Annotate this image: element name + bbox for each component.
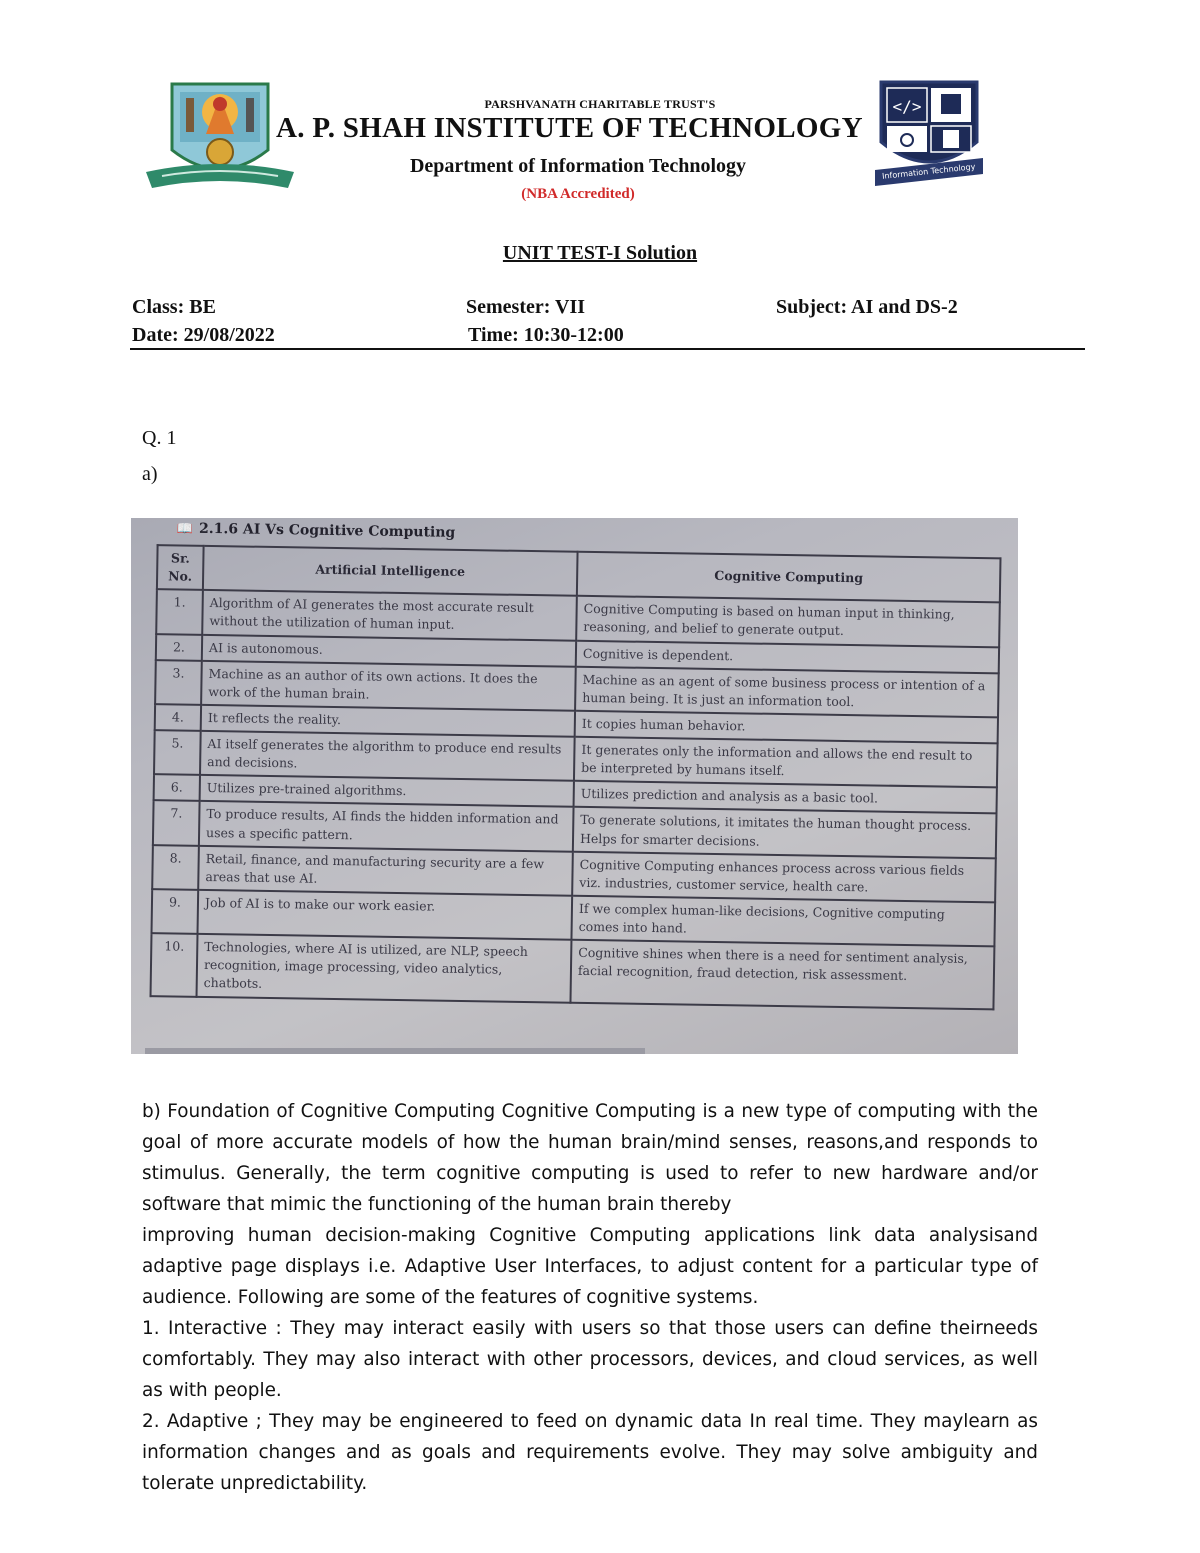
book-icon: 📖 [176,521,194,537]
row-ai: Algorithm of AI generates the most accurate result without the utilization of human input. [202,590,577,640]
it-logo-ribbon-text: Information Technology [881,162,976,181]
answer-body [142,1096,1038,1499]
row-ai: AI itself generates the algorithm to produce end results and decisions. [200,731,575,781]
row-sr: 4. [155,704,201,731]
feature-adaptive: 2. Adaptive ; They may be engineered to feed on dynamic data In real time. They maylearn as information changes and as goals and requirements evolve. They may solve ambiguity and tolerate unpredictability. [142,1411,1038,1494]
document-title: UNIT TEST-I Solution [502,242,698,264]
row-sr: 3. [155,660,202,705]
row-ai: To produce results, AI finds the hidden information and uses a specific pattern. [199,801,574,851]
question-part-a: a) [142,463,158,485]
question-number: Q. 1 [142,427,177,449]
row-sr: 6. [154,774,200,801]
header-artificial-intelligence: Artificial Intelligence [203,546,578,596]
row-ai: Job of AI is to make our work easier. [198,890,573,940]
time-label: Time: 10:30-12:00 [468,324,624,346]
ai-vs-cognitive-table [150,544,1002,1010]
institute-name: A. P. SHAH INSTITUTE OF TECHNOLOGY [276,112,863,144]
row-ai: Technologies, where AI is utilized, are NLP, speech recognition, image processing, video analytics, chatbots. [197,934,572,1002]
institute-emblem-logo [142,76,298,204]
row-ai: Utilizes pre-trained algorithms. [200,775,574,807]
row-cc: Cognitive Computing enhances process across various fields viz. industries, customer service, health care. [572,851,996,902]
header-divider [130,348,1085,350]
row-ai: Machine as an author of its own actions. It does the work of the human brain. [201,661,576,711]
section-title: 2.1.6 AI Vs Cognitive Computing [198,520,456,541]
accreditation-label: (NBA Accredited) [521,186,635,202]
header-cognitive-computing: Cognitive Computing [577,552,1001,603]
subject-label: Subject: AI and DS-2 [776,296,958,318]
class-label: Class: BE [132,296,216,318]
trust-name: PARSHVANATH CHARITABLE TRUST'S [484,97,716,111]
department-name: Department of Information Technology [409,155,747,177]
row-cc: Cognitive Computing is based on human input in thinking, reasoning, and belief to generate output. [576,596,1000,647]
row-ai: Retail, finance, and manufacturing security are a few areas that use AI. [198,845,573,895]
date-label: Date: 29/08/2022 [132,324,275,346]
row-sr: 9. [152,889,199,934]
row-cc: Utilizes prediction and analysis as a basic tool. [574,781,997,814]
comparison-table-photo [131,518,1018,1054]
it-department-logo [873,74,985,198]
row-sr: 7. [153,801,200,846]
feature-interactive: 1. Interactive : They may interact easily with users so that those users can define theirneeds comfortably. They may also interact with other processors, devices, and cloud services, as well as with people. [142,1318,1038,1401]
row-cc: Machine as an agent of some business process or intention of a human being. It is just an information tool. [575,666,999,717]
row-cc: To generate solutions, it imitates the human thought process. Helps for smarter decisions. [573,807,997,858]
row-cc: Cognitive shines when there is a need for sentiment analysis, facial recognition, fraud detection, risk assessment. [570,940,994,1009]
paragraph-decision-making: improving human decision-making Cognitive Computing applications link data analysisand adaptive page displays i.e. Adaptive User Interfaces, to adjust content for a particular type of audience. Following are some of the features of cognitive systems. [142,1225,1038,1308]
row-sr: 10. [151,933,198,996]
row-ai: AI is autonomous. [202,634,576,666]
row-sr: 1. [156,589,203,634]
row-cc: It generates only the information and allows the end result to be interpreted by humans itself. [574,737,998,788]
row-sr: 2. [156,634,202,661]
row-sr: 5. [154,730,201,775]
svg-text:</>: </> [892,97,922,116]
table-row [151,933,995,1009]
row-cc: It copies human behavior. [575,711,998,744]
row-sr: 8. [152,845,199,890]
paragraph-foundation: b) Foundation of Cognitive Computing Cognitive Computing is a new type of computing with the goal of more accurate models of how the human brain/mind senses, reasons,and responds to stimulus. Generally, the term cognitive computing is used to refer to new hardware and/or software that mimic the functioning of the human brain thereby [142,1101,1038,1215]
row-cc: If we complex human-like decisions, Cognitive computing comes into hand. [571,896,995,947]
row-ai: It reflects the reality. [201,705,575,737]
photo-cut-edge [145,1048,645,1054]
header-sr-no: Sr. No. [157,545,204,590]
semester-label: Semester: VII [466,296,586,318]
row-cc: Cognitive is dependent. [576,640,999,673]
